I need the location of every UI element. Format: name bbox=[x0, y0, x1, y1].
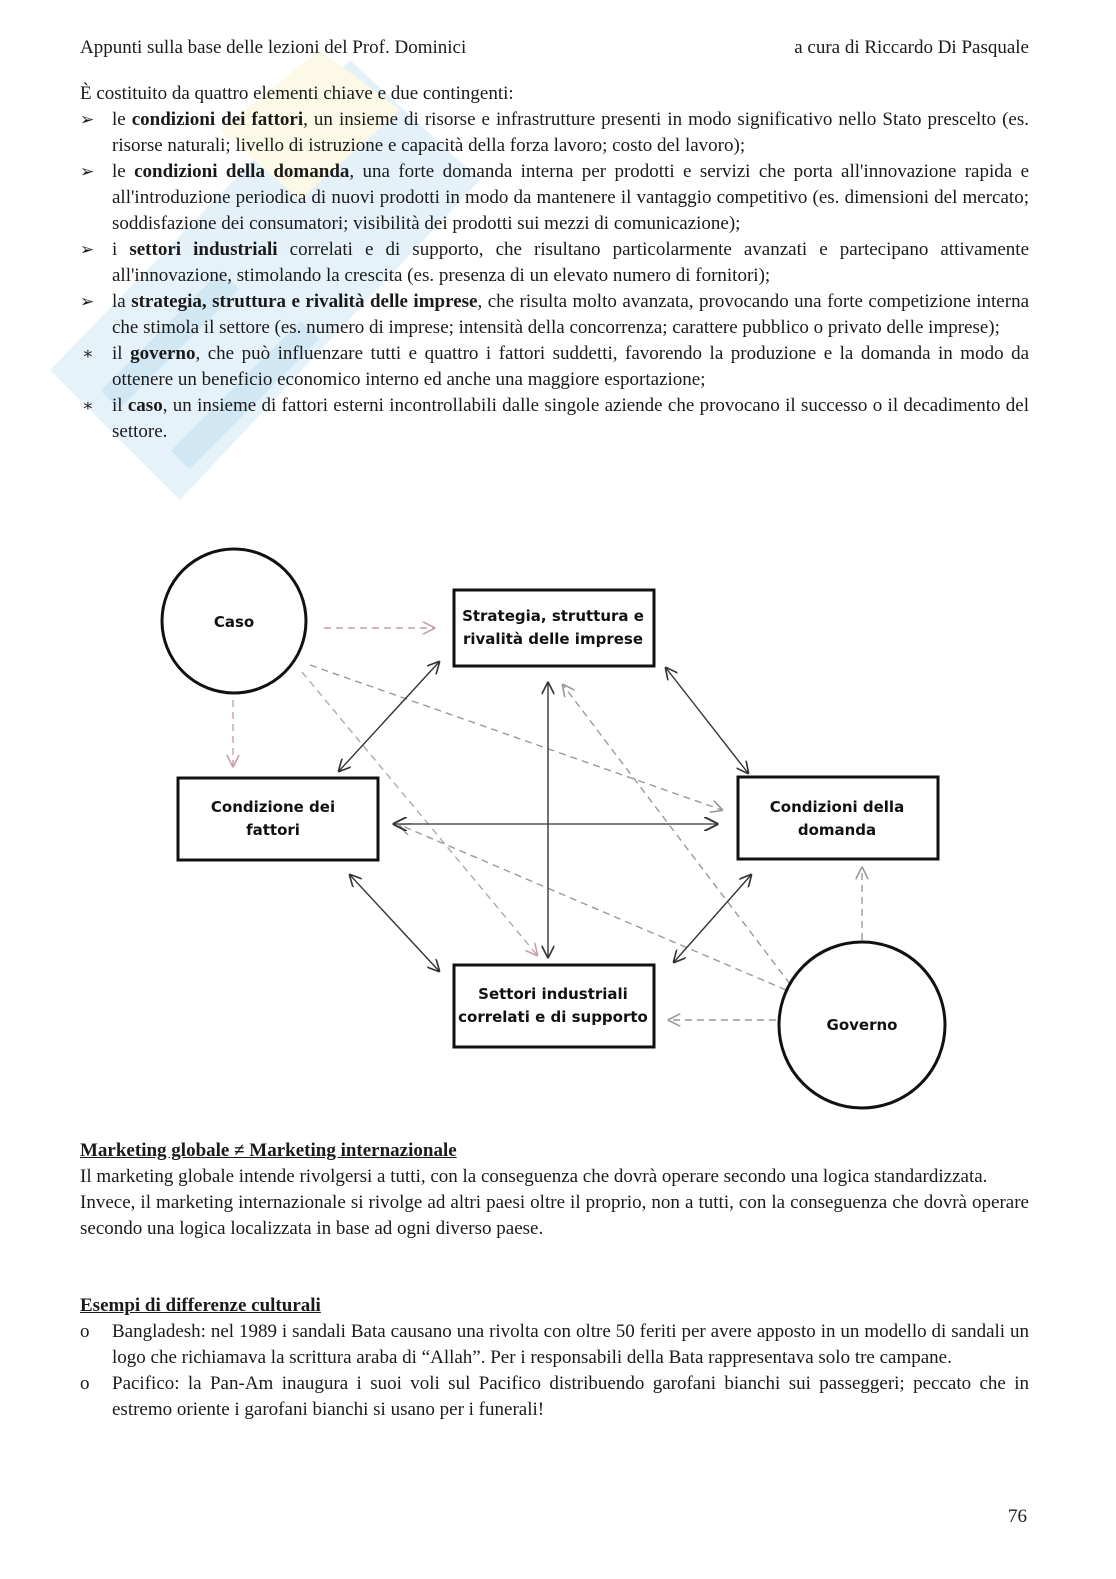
list-item: ➢ la strategia, struttura e rivalità delle imprese, che risulta molto avanzata, provocando una forte competizione interna che stimola il settore (es. numero di imprese; intensità della concorrenza; carattere pubblico o privato delle imprese); bbox=[80, 291, 1030, 338]
list-item: ∗ il governo, che può influenzare tutti e quattro i fattori suddetti, favorendo la produzione e la domanda in modo da ottenere un beneficio economico interno ed anche una maggiore esportazione; bbox=[82, 343, 1029, 390]
list-item: ∗ il caso, un insieme di fattori esterni incontrollabili dalle singole aziende che provocano il successo o il decadimento del settore. bbox=[82, 395, 1029, 442]
svg-text:Condizione dei: Condizione dei bbox=[210, 798, 336, 816]
arrow-bullet-icon: ➢ bbox=[80, 162, 95, 181]
svg-text:Strategia, struttura e: Strategia, struttura e bbox=[462, 607, 644, 625]
circle-bullet-icon: o bbox=[80, 1373, 90, 1394]
section-title: Marketing globale ≠ Marketing internazionale bbox=[80, 1140, 457, 1161]
list-item: o Bangladesh: nel 1989 i sandali Bata causano una rivolta con oltre 50 feriti per avere apposto in un modello di sandali un logo che richiamava la scrittura araba di “Allah”. Per i responsabili della Bata rappresentava solo tre campane. bbox=[80, 1321, 1029, 1368]
term: condizioni dei fattori bbox=[131, 109, 304, 130]
arrow-bullet-icon: ➢ bbox=[80, 240, 95, 259]
strategia-domanda-arrow bbox=[666, 668, 748, 773]
list-item: ➢ le condizioni dei fattori, un insieme di risorse e infrastrutture presenti in modo significativo nello Stato prescelto (es. risorse naturali; livello di istruzione e capacità della forza lavoro; costo del lavoro); bbox=[80, 109, 1029, 156]
node-strategia bbox=[454, 590, 654, 666]
domanda-settori-arrow bbox=[674, 875, 751, 962]
asterisk-bullet-icon: ∗ bbox=[82, 344, 94, 363]
node-condizioni-domanda bbox=[738, 777, 938, 859]
svg-text:domanda: domanda bbox=[797, 821, 877, 839]
node-caso bbox=[162, 549, 306, 693]
list-item: ➢ i settori industriali correlati e di supporto, che risultano particolarmente avanzati e partecipano attivamente all'innovazione, stimolando la crescita (es. presenza di un elevato numero di fornitori); bbox=[80, 239, 1030, 286]
porter-diamond-diagram bbox=[0, 540, 1116, 1120]
section-title: Esempi di differenze culturali bbox=[80, 1295, 321, 1316]
svg-text:rivalità delle imprese: rivalità delle imprese bbox=[462, 630, 644, 648]
arrow-bullet-icon: ➢ bbox=[80, 292, 95, 311]
term: condizioni della domanda bbox=[134, 161, 350, 182]
node-settori-industriali bbox=[454, 965, 654, 1047]
svg-text:correlati e di supporto: correlati e di supporto bbox=[458, 1008, 648, 1026]
section-cultural-examples bbox=[80, 1293, 1029, 1319]
intro-text: È costituito da quattro elementi chiave e due contingenti: bbox=[80, 83, 514, 104]
circle-bullet-icon: o bbox=[80, 1321, 90, 1342]
asterisk-bullet-icon: ∗ bbox=[82, 396, 94, 415]
examples-list bbox=[80, 1319, 1029, 1423]
term: caso bbox=[127, 395, 163, 416]
list-item: o Pacifico: la Pan-Am inaugura i suoi voli sul Pacifico distribuendo garofani bianchi sui passeggeri; peccato che in estremo oriente i garofani bianchi si usano per i funerali! bbox=[80, 1373, 1029, 1420]
term: settori industriali bbox=[129, 239, 278, 260]
term: governo bbox=[130, 343, 196, 364]
node-condizione-fattori bbox=[178, 778, 378, 860]
svg-text:Governo: Governo bbox=[826, 1016, 898, 1034]
header-course: Appunti sulla base delle lezioni del Prof. Dominici bbox=[80, 37, 467, 58]
section-marketing bbox=[80, 1138, 1029, 1242]
paragraph: Invece, il marketing internazionale si rivolge ad altri paesi oltre il proprio, non a tutti, con la conseguenza che dovrà operare secondo una logica localizzata in base ad ogni diverso paese. bbox=[80, 1192, 1029, 1239]
svg-text:Condizioni della: Condizioni della bbox=[769, 798, 905, 816]
paragraph: Il marketing globale intende rivolgersi a tutti, con la conseguenza che dovrà operare secondo una logica standardizzata. bbox=[80, 1166, 988, 1187]
page-number: 76 bbox=[1008, 1506, 1027, 1527]
node-governo bbox=[779, 942, 945, 1108]
page-header bbox=[80, 37, 1029, 63]
elements-list bbox=[80, 107, 1029, 445]
svg-text:fattori: fattori bbox=[246, 821, 300, 839]
svg-text:Caso: Caso bbox=[213, 613, 255, 631]
term: strategia, struttura e rivalità delle imprese bbox=[131, 291, 478, 312]
arrow-bullet-icon: ➢ bbox=[80, 110, 95, 129]
fattori-settori-arrow bbox=[350, 875, 439, 971]
svg-text:Settori industriali: Settori industriali bbox=[478, 985, 628, 1003]
strategia-fattori-arrow bbox=[339, 662, 439, 771]
list-item: ➢ le condizioni della domanda, una forte domanda interna per prodotti e servizi che porta all'innovazione rapida e all'introduzione periodica di nuovi prodotti in modo da mantenere il vantaggio competitivo (es. dimensioni del mercato; soddisfazione dei consumatori; visibilità dei prodotti sui mezzi di comunicazione); bbox=[80, 161, 1029, 234]
header-author: a cura di Riccardo Di Pasquale bbox=[794, 37, 1029, 58]
